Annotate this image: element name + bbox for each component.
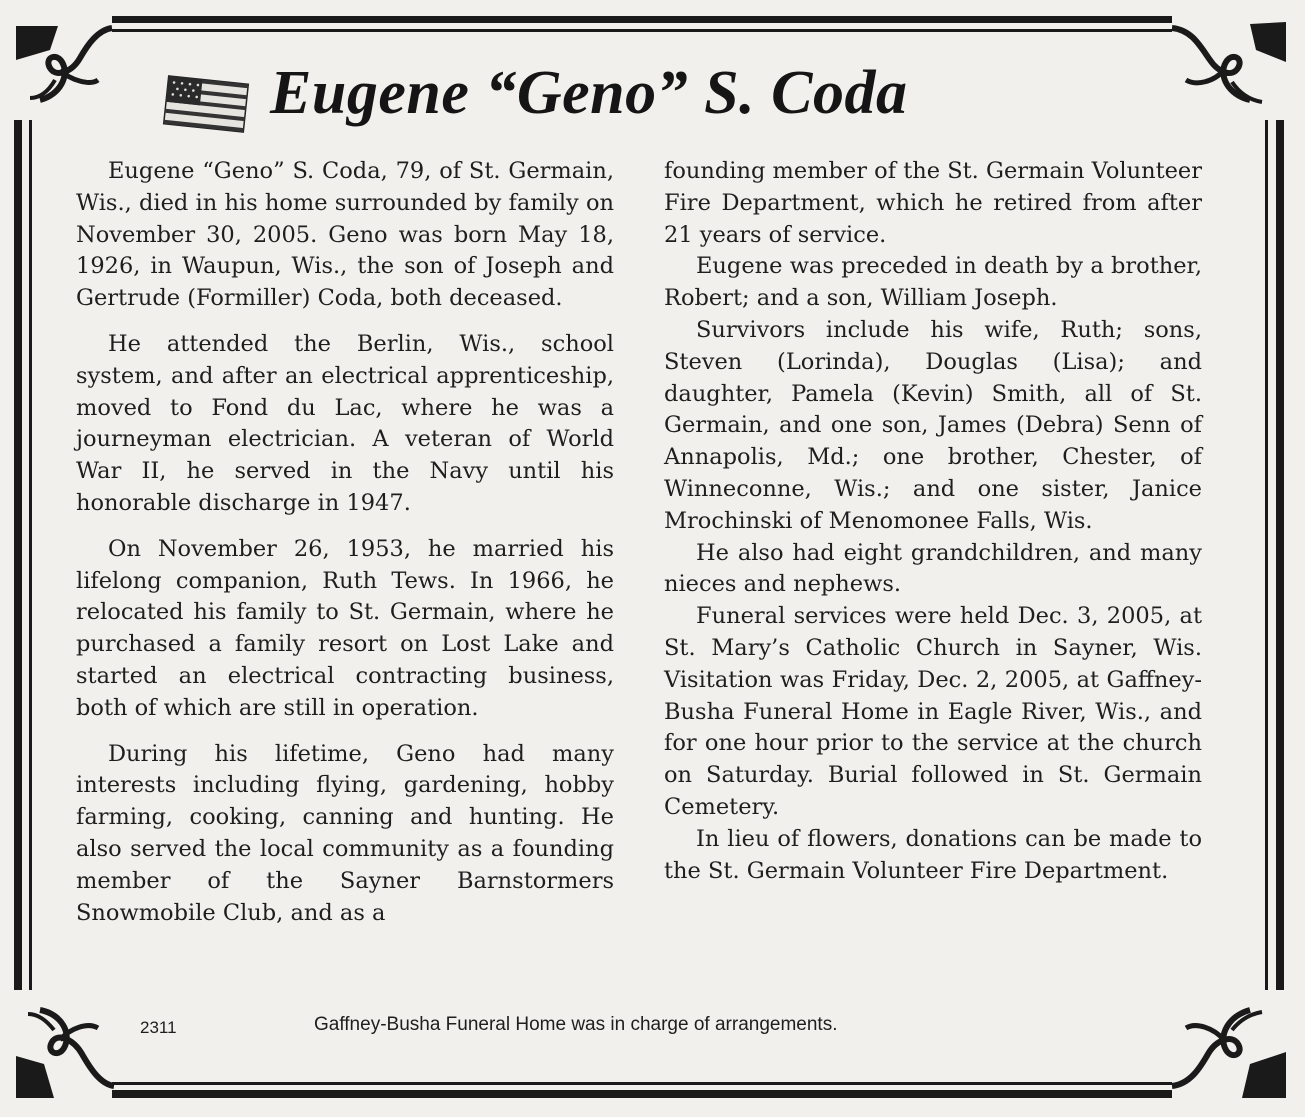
paragraph-grandchildren: He also had eight grandchildren, and many nieces and nephews. — [664, 539, 1202, 598]
footer-code: 2311 — [140, 1018, 177, 1037]
paragraph-continuation: founding member of the St. Germain Volunteer Fire Department, which he retired from after 21 years of service. — [664, 158, 1202, 248]
paragraph-services: Funeral services were held Dec. 3, 2005, at St. Mary’s Catholic Church in Sayner, Wis. Visitation was Friday, Dec. 2, 2005, at Gaffney-Busha Funeral Home in Eagle River, Wis., and for one hour prior to the service at the church on Saturday. Burial followed in St. Germain Cemetery. — [664, 603, 1202, 820]
corner-ornament-top-left-icon — [16, 26, 112, 100]
paragraph-career: He attended the Berlin, Wis., school system, and after an electrical apprenticeship, moved to Fond du Lac, where he was a journeyman electrician. A veteran of World War II, he served in the Navy until his honorable discharge in 1947. — [76, 330, 614, 516]
paragraph-donations: In lieu of flowers, donations can be made to the St. Germain Volunteer Fire Department. — [664, 825, 1202, 884]
paragraph-preceded: Eugene was preceded in death by a brother, Robert; and a son, William Joseph. — [664, 253, 1202, 312]
paragraph-intro: Eugene “Geno” S. Coda, 79, of St. Germain, Wis., died in his home surrounded by family on November 30, 2005. Geno was born May 18, 1926, in Waupun, Wis., the son of Joseph and Gertrude (Formiller) Coda, both deceased. — [76, 158, 614, 312]
obituary-title: Eugene “Geno” S. Coda — [270, 59, 908, 127]
paragraph-survivors: Survivors include his wife, Ruth; sons, Steven (Lorinda), Douglas (Lisa); and daughter, Pamela (Kevin) Smith, all of St. Germain, and one son, James (Debra) Senn of Annapolis, Md.; one brother, Chester, of Winneconne, Wis.; and one sister, Janice Mrochinski of Menomonee Falls, Wis. — [664, 316, 1202, 534]
corner-ornament-top-right-icon — [1172, 22, 1286, 102]
paragraph-marriage: On November 26, 1953, he married his lifelong companion, Ruth Tews. In 1966, he relocated his family to St. Germain, where he purchased a family resort on Lost Lake and started an electrical contracting business, both of which are still in operation. — [76, 535, 614, 721]
footer-note: Gaffney-Busha Funeral Home was in charge of arrangements. — [314, 1014, 838, 1035]
corner-ornament-bottom-right-icon — [1172, 1010, 1286, 1098]
right-column — [664, 156, 1202, 887]
paragraph-interests: During his lifetime, Geno had many interests including flying, gardening, hobby farming, cooking, canning and hunting. He also served the local community as a founding member of the Sayner Barnstormers Snowmobile Club, and as a — [76, 740, 614, 926]
corner-ornament-bottom-left-icon — [16, 1010, 114, 1098]
american-flag-icon — [162, 72, 250, 136]
left-column — [76, 156, 614, 929]
